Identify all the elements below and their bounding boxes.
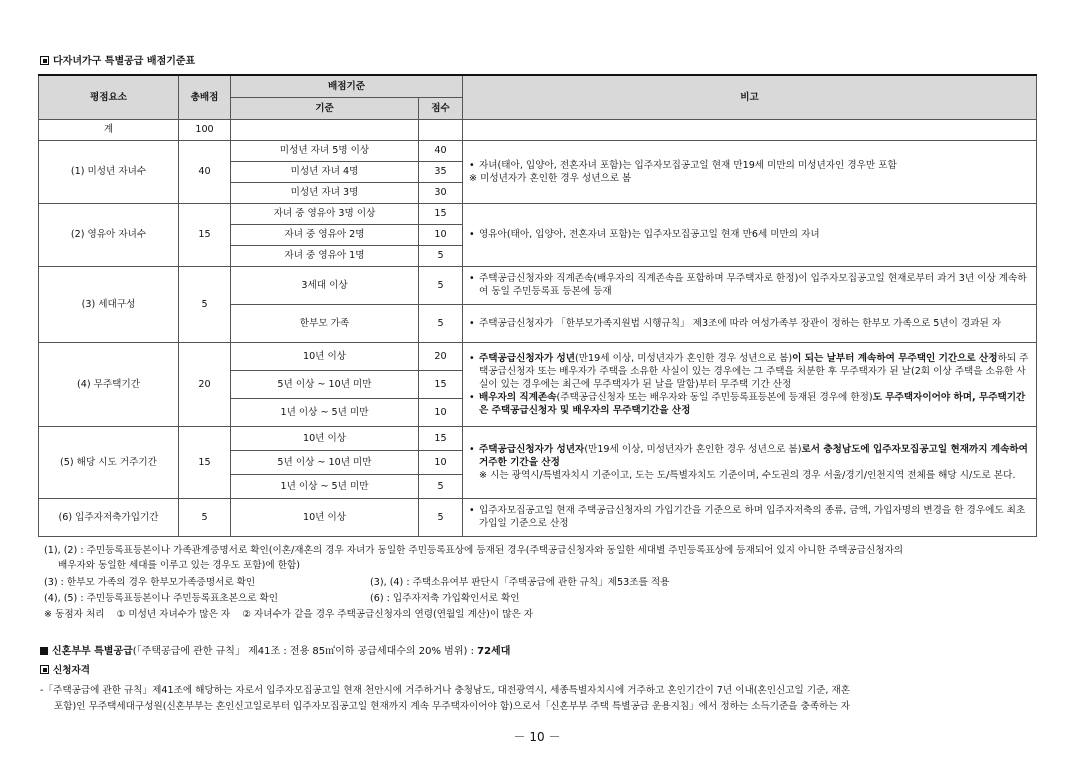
table-row: (6) 입주자저축가입기간 5 10년 이상 5 • 입주자모집공고일 현재 주택공급신청자의 가입기간을 기준으로 하며 입주자저축의 종류, 금액, 가입자명의 변경을 한 경우에도 최초 가입일 기준으로 산정 <box>39 498 1037 536</box>
qualification-heading: 신청자격 <box>40 664 90 678</box>
black-square-icon <box>40 647 48 655</box>
table-row: (1) 미성년 자녀수 40 미성년 자녀 5명 이상 40 • 자녀(태아, 입양아, 전혼자녀 포함)는 입주자모집공고일 현재 만19세 미만의 미성년자인 경우만 포함 ※ 미성년자가 혼인한 경우 성년으로 봄 <box>39 140 1037 161</box>
score-table <box>38 74 1037 537</box>
remark-cell: • 주택공급신청자가 「한부모가족지원법 시행규칙」 제3조에 따라 여성가족부 장관이 정하는 한부모 가족으로 5년이 경과된 자 <box>463 304 1037 342</box>
remark-cell: • 주택공급신청자가 성년(만19세 이상, 미성년자가 혼인한 경우 성년으로 봄)이 되는 날부터 계속하여 무주택인 기간으로 산정하되 주택공급신청자 또는 배우자가 주택을 소유한 사실이 있는 경우에는 그 주택을 처분한 후 무주택자가 된 날(2회 이상 주택을 소유한 사실이 있는 경우에는 최근에 무주택자가 된 날을 말함)부터 무주택 기간 산정 • 배우자의 직계존속(주택공급신청자 또는 배우자와 동일 주민등록표등본에 등재된 경우에 한정)도 무주택자이어야 하며, 무주택기간은 주택공급신청자 및 배우자의 무주택기간을 산정 <box>463 342 1037 426</box>
total-row: 계 100 <box>39 119 1037 140</box>
table-row: (2) 영유아 자녀수 15 자녀 중 영유아 3명 이상 15 • 영유아(태아, 입양아, 전혼자녀 포함)는 입주자모집공고일 현재 만6세 미만의 자녀 <box>39 203 1037 224</box>
footnote-tiebreak: ※ 동점자 처리 ① 미성년 자녀수가 많은 자 ② 자녀수가 같을 경우 주택공급신청자의 연령(연월일 계산)이 많은 자 <box>44 609 534 620</box>
table-row: 자녀 중 영유아 1명 5 <box>39 245 1037 266</box>
header-total: 총배점 <box>179 75 231 119</box>
section-title: 다자녀가구 특별공급 배점기준표 <box>40 52 195 67</box>
table-row: (4) 무주택기간 20 10년 이상 20 • 주택공급신청자가 성년(만19세 이상, 미성년자가 혼인한 경우 성년으로 봄)이 되는 날부터 계속하여 무주택인 기간으로 산정하되 주택공급신청자 또는 배우자가 주택을 소유한 사실이 있는 경우에는 그 주택을 처분한 후 무주택자가 된 날(2회 이상 주택을 소유한 사실이 있는 경우에는 최근에 무주택자가 된 날을 말함)부터 무주택 기간 산정 • 배우자의 직계존속(주택공급신청자 또는 배우자와 동일 주민등록표등본에 등재된 경우에 한정)도 무주택자이어야 하며, 무주택기간은 주택공급신청자 및 배우자의 무주택기간을 산정 <box>39 342 1037 370</box>
remark-cell: • 주택공급신청자가 성년자(만19세 이상, 미성년자가 혼인한 경우 성년으로 봄)로서 충청남도에 입주자모집공고일 현재까지 계속하여 거주한 기간을 산정 ※ 시는 광역시/특별자치시 기준이고, 도는 도/특별자치도 기준이며, 수도권의 경우 서울/경기/인천지역 전체를 해당 시/도로 본다. <box>463 426 1037 498</box>
page-number: － 10 － <box>513 730 561 744</box>
table-row: 5년 이상 ~ 10년 미만 10 <box>39 450 1037 474</box>
header-criteria-group: 배점기준 <box>231 75 463 97</box>
table-row: 미성년 자녀 3명 30 <box>39 182 1037 203</box>
qualification-text-2: 포함)인 무주택세대구성원(신혼부부는 혼인신고일로부터 입주자모집공고일 현재까지 계속 무주택자이어야 함)으로서「신혼부부 주택 특별공급 운용지침」에서 정하는 소득기준을 충족하는 자 <box>54 701 850 712</box>
table-row: 자녀 중 영유아 2명 10 <box>39 224 1037 245</box>
footnote-3b: (6) : 입주자저축 가입확인서로 확인 <box>370 593 520 604</box>
remark-cell: • 입주자모집공고일 현재 주택공급신청자의 가입기간을 기준으로 하며 입주자저축의 종류, 금액, 가입자명의 변경을 한 경우에도 최초 가입일 기준으로 산정 <box>463 498 1037 536</box>
table-row: 1년 이상 ~ 5년 미만 5 <box>39 474 1037 498</box>
header-criteria: 기준 <box>231 97 419 119</box>
footnote-1b: 배우자와 동일한 세대를 이루고 있는 경우도 포함)에 한함) <box>58 560 300 571</box>
footnote-3a: (4), (5) : 주민등록표등본이나 주민등록표초본으로 확인 <box>44 593 279 604</box>
header-item: 평점요소 <box>39 75 179 119</box>
footnote-1: (1), (2) : 주민등록표등본이나 가족관계증명서로 확인(이혼/재혼의 경우 자녀가 동일한 주민등록표상에 등재된 경우(주택공급신청자와 동일한 세대별 주민등록표상에 등재되어 있지 아니한 주택공급신청자의 <box>44 545 904 556</box>
table-row: (3) 세대구성 5 3세대 이상 5 • 주택공급신청자와 직계존속(배우자의 직계존속을 포함하며 무주택자로 한정)이 입주자모집공고일 현재로부터 과거 3년 이상 계속하여 동일 주민등록표 등본에 등재 <box>39 266 1037 304</box>
newlywed-title: 신혼부부 특별공급(「주택공급에 관한 규칙」 제41조 : 전용 85㎡이하 공급세대수의 20% 범위) : 72세대 <box>40 645 510 659</box>
footnote-2b: (3), (4) : 주택소유여부 판단시「주택공급에 관한 규칙」제53조를 적용 <box>370 577 670 588</box>
remark-cell: • 자녀(태아, 입양아, 전혼자녀 포함)는 입주자모집공고일 현재 만19세 미만의 미성년자인 경우만 포함 ※ 미성년자가 혼인한 경우 성년으로 봄 <box>463 140 1037 203</box>
table-row: 1년 이상 ~ 5년 미만 10 <box>39 398 1037 426</box>
table-row: 한부모 가족 5 • 주택공급신청자가 「한부모가족지원법 시행규칙」 제3조에 따라 여성가족부 장관이 정하는 한부모 가족으로 5년이 경과된 자 <box>39 304 1037 342</box>
square-bullet-icon <box>40 665 49 674</box>
remark-cell: • 주택공급신청자와 직계존속(배우자의 직계존속을 포함하며 무주택자로 한정)이 입주자모집공고일 현재로부터 과거 3년 이상 계속하여 동일 주민등록표 등본에 등재 <box>463 266 1037 304</box>
qualification-text-1: -「주택공급에 관한 규칙」제41조에 해당하는 자로서 입주자모집공고일 현재 천안시에 거주하거나 충청남도, 대전광역시, 세종특별자치시에 거주하고 혼인기간이 7년 이내(혼인신고일 기준, 재혼 <box>40 685 851 696</box>
header-points: 점수 <box>419 97 463 119</box>
header-remarks: 비고 <box>463 75 1037 119</box>
table-row: (5) 해당 시도 거주기간 15 10년 이상 15 • 주택공급신청자가 성년자(만19세 이상, 미성년자가 혼인한 경우 성년으로 봄)로서 충청남도에 입주자모집공고일 현재까지 계속하여 거주한 기간을 산정 ※ 시는 광역시/특별자치시 기준이고, 도는 도/특별자치도 기준이며, 수도권의 경우 서울/경기/인천지역 전체를 해당 시/도로 본다. <box>39 426 1037 450</box>
table-row: 5년 이상 ~ 10년 미만 15 <box>39 370 1037 398</box>
footnote-2a: (3) : 한부모 가족의 경우 한부모가족증명서로 확인 <box>44 577 256 588</box>
remark-cell: • 영유아(태아, 입양아, 전혼자녀 포함)는 입주자모집공고일 현재 만6세 미만의 자녀 <box>463 203 1037 266</box>
square-bullet-icon <box>40 56 49 65</box>
table-row: 미성년 자녀 4명 35 <box>39 161 1037 182</box>
